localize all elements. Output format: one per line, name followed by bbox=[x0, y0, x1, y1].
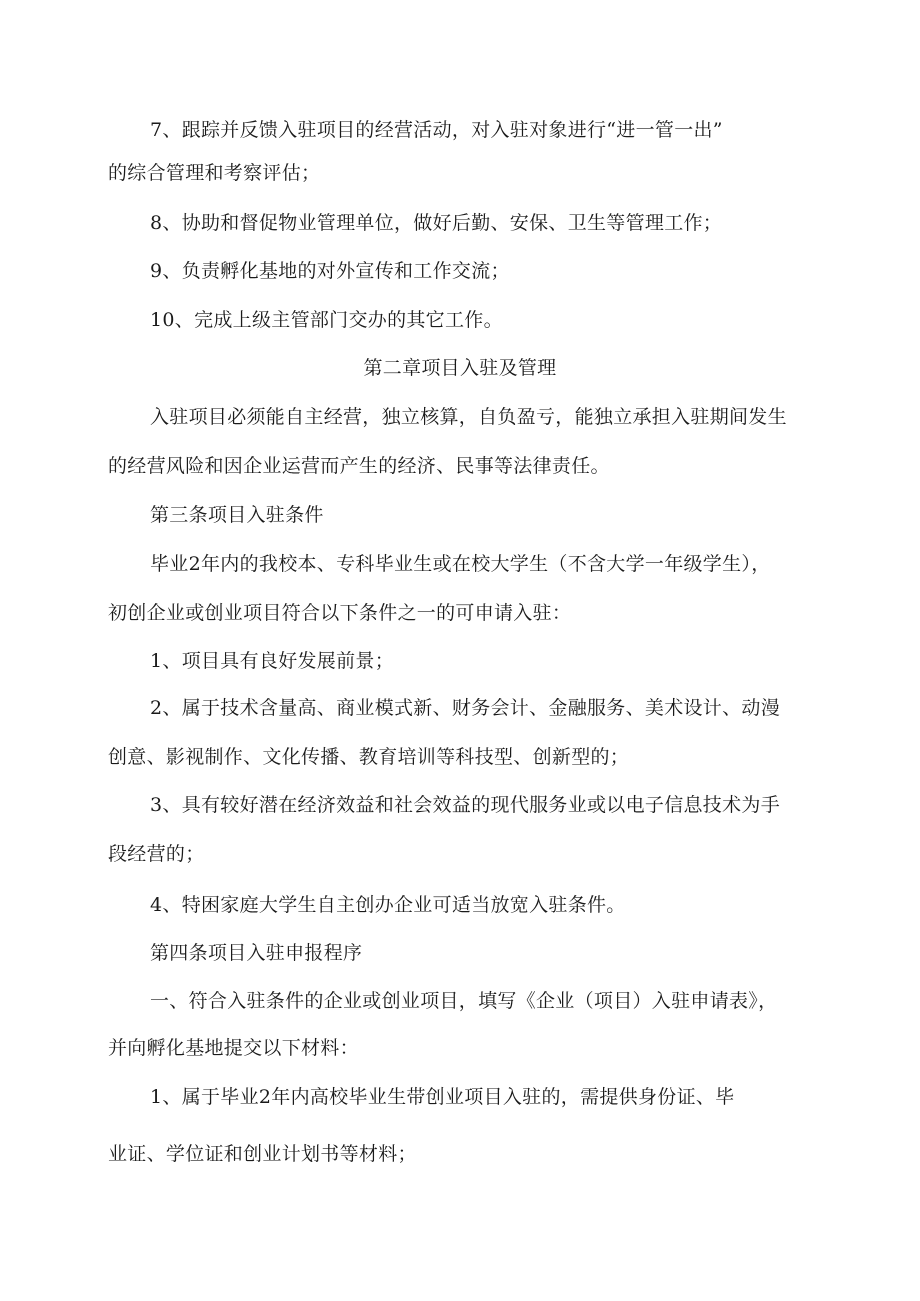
paragraph-eligibility-line-1: 毕业2年内的我校本、专科毕业生或在校大学生（不含大学一年级学生）， bbox=[150, 553, 771, 575]
condition-item-2-line-1: 2、属于技术含量高、商业模式新、财务会计、金融服务、美术设计、动漫 bbox=[150, 697, 780, 719]
paragraph-item-8: 8、协助和督促物业管理单位，做好后勤、安保、卫生等管理工作； bbox=[150, 212, 723, 234]
material-item-1-line-2: 业证、学位证和创业计划书等材料； bbox=[108, 1143, 417, 1165]
article-3-heading: 第三条项目入驻条件 bbox=[150, 504, 324, 526]
material-item-1-line-1: 1、属于毕业2年内高校毕业生带创业项目入驻的，需提供身份证、毕 bbox=[150, 1086, 735, 1108]
paragraph-intro-line-2: 的经营风险和因企业运营而产生的经济、民事等法律责任。 bbox=[108, 455, 610, 477]
procedure-item-1-line-1: 一、符合入驻条件的企业或创业项目，填写《企业（项目）入驻申请表》， bbox=[150, 990, 778, 1012]
chapter-heading: 第二章项目入驻及管理 bbox=[363, 357, 557, 379]
paragraph-intro-line-1: 入驻项目必须能自主经营，独立核算，自负盈亏，能独立承担入驻期间发生 bbox=[150, 406, 787, 428]
paragraph-item-10: 10、完成上级主管部门交办的其它工作。 bbox=[150, 309, 503, 331]
condition-item-4: 4、特困家庭大学生自主创办企业可适当放宽入驻条件。 bbox=[150, 894, 626, 916]
paragraph-eligibility-line-2: 初创企业或创业项目符合以下条件之一的可申请入驻： bbox=[108, 602, 572, 624]
paragraph-item-7-line-1: 7、跟踪并反馈入驻项目的经营活动，对入驻对象进行“进一管一出” bbox=[150, 119, 723, 141]
condition-item-3-line-1: 3、具有较好潜在经济效益和社会效益的现代服务业或以电子信息技术为手 bbox=[150, 794, 780, 816]
article-4-heading: 第四条项目入驻申报程序 bbox=[150, 942, 363, 964]
condition-item-3-line-2: 段经营的； bbox=[108, 843, 205, 865]
paragraph-item-7-line-2: 的综合管理和考察评估； bbox=[108, 162, 321, 184]
paragraph-item-9: 9、负责孵化基地的对外宣传和工作交流； bbox=[150, 260, 510, 282]
condition-item-2-line-2: 创意、影视制作、文化传播、教育培训等科技型、创新型的； bbox=[108, 746, 630, 768]
procedure-item-1-line-2: 并向孵化基地提交以下材料： bbox=[108, 1037, 359, 1059]
condition-item-1: 1、项目具有良好发展前景； bbox=[150, 650, 394, 672]
